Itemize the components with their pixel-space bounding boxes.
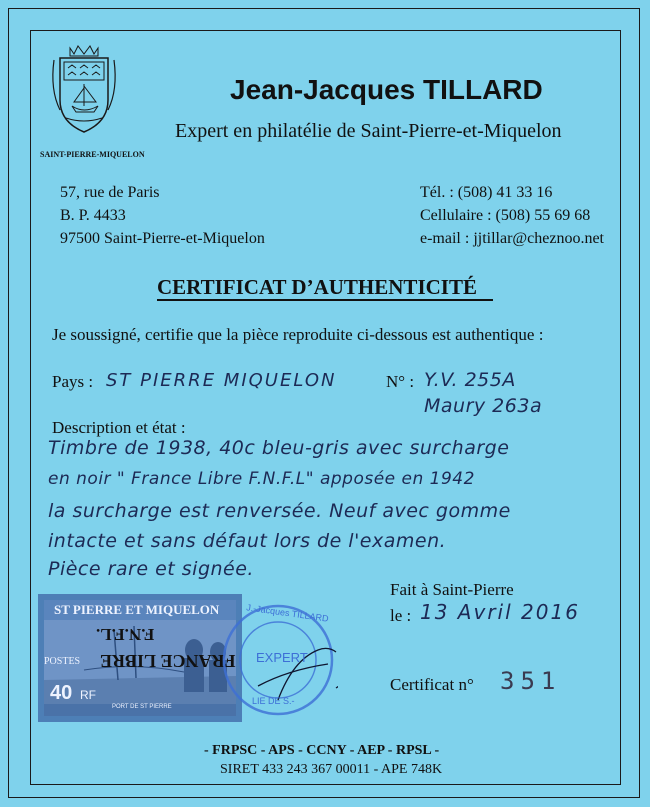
description-label: Description et état : xyxy=(52,418,186,437)
contact-email: e-mail : jjtillar@cheznoo.net xyxy=(420,230,604,247)
address-po-box: B. P. 4433 xyxy=(60,207,126,224)
contact-tel: Tél. : (508) 41 33 16 xyxy=(420,184,553,201)
catalog-number-maury: Maury 263a xyxy=(424,395,543,417)
place-label: Fait à Saint-Pierre xyxy=(390,580,514,599)
seal-ring-text: J.-Jacques TILLARD xyxy=(245,602,330,624)
expert-seal xyxy=(218,600,338,720)
certificate-heading: CERTIFICAT D’AUTHENTICITÉ xyxy=(157,275,477,299)
pays-label: Pays : xyxy=(52,372,94,391)
stamp-value: 40 xyxy=(50,682,73,704)
expert-subtitle: Expert en philatélie de Saint-Pierre-et-Miquelon xyxy=(175,120,562,142)
certificate-number: 351 xyxy=(500,667,562,695)
stamp-overprint-fnfl: F.N.F.L. xyxy=(96,625,155,644)
pays-value: ST PIERRE MIQUELON xyxy=(106,370,337,391)
footer-siret: SIRET 433 243 367 00011 - APE 748K xyxy=(220,762,443,777)
certificate-statement: Je soussigné, certifie que la pièce reproduite ci-dessous est authentique : xyxy=(52,325,544,344)
number-label-short: N° : xyxy=(386,372,415,391)
certificate-number-label: Certificat n° xyxy=(390,675,474,694)
description-line-4: intacte et sans défaut lors de l'examen. xyxy=(48,530,447,552)
date-label: le : xyxy=(390,606,412,625)
date-value: 13 Avril 2016 xyxy=(420,600,580,624)
stamp-image xyxy=(38,594,242,722)
contact-cell: Cellulaire : (508) 55 69 68 xyxy=(420,207,591,224)
stamp-overprint-france-libre: FRANCE LIBRE xyxy=(100,651,236,671)
description-line-3: la surcharge est renversée. Neuf avec gomme xyxy=(48,500,511,522)
description-line-2: en noir " France Libre F.N.F.L" apposée en 1942 xyxy=(48,469,475,489)
address-street: 57, rue de Paris xyxy=(60,184,160,201)
crest-caption: SAINT-PIERRE-MIQUELON xyxy=(40,150,145,159)
seal-bottom-text: LIE DE S.- xyxy=(252,696,295,706)
footer-memberships: - FRPSC - APS - CCNY - AEP - RPSL - xyxy=(204,743,440,758)
expert-name: Jean-Jacques TILLARD xyxy=(230,74,543,105)
address-city: 97500 Saint-Pierre-et-Miquelon xyxy=(60,230,265,247)
catalog-number-yv: Y.V. 255A xyxy=(424,369,516,391)
stamp-postes: POSTES xyxy=(44,656,81,667)
stamp-bottom-text: PORT DE ST PIERRE xyxy=(112,704,172,710)
stamp-currency: RF xyxy=(80,688,96,702)
stamp-top-text: ST PIERRE ET MIQUELON xyxy=(54,602,220,617)
description-line-5: Pièce rare et signée. xyxy=(48,558,254,580)
description-line-1: Timbre de 1938, 40c bleu-gris avec surcharge xyxy=(48,437,510,459)
coat-of-arms-icon xyxy=(46,40,122,150)
seal-center-text: EXPERT xyxy=(256,650,308,665)
heading-underline xyxy=(157,299,493,301)
